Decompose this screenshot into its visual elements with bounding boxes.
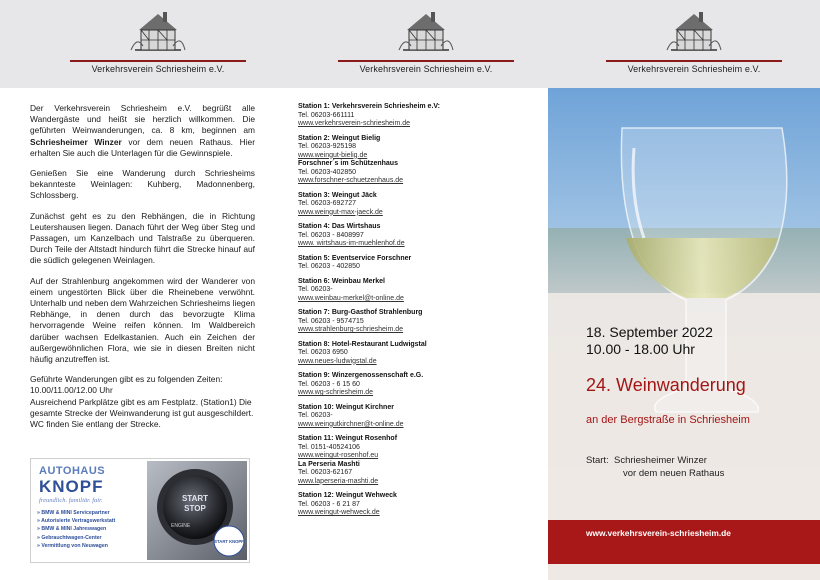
station-phone: Tel. 06203 - 6 21 87 — [298, 500, 360, 508]
button-label-start: START — [181, 494, 209, 503]
station-entry — [298, 135, 498, 161]
intro-paragraph-5: Geführte Wanderungen gibt es zu folgenden Zeiten: 10.00/11.00/12.00 Uhr — [30, 374, 223, 396]
header-logo-block-2 — [338, 6, 514, 82]
station-website-link[interactable]: www.laperseria-mashti.de — [298, 477, 379, 485]
station-phone: Tel. 06203- — [298, 412, 333, 419]
station-phone: Tel. 06203 6950 — [298, 349, 348, 356]
intro-paragraph-3: Zunächst geht es zu den Rebhängen, die in Richtung Leutershausen liegen. Danach führt der Weg über Steg und Passagen, um Kanzelbach und Talstraße zu überqueren. Durch Teile der Altstadt hindurch führt die Strecke hinauf auf die südlich gelegenen Weinlagen. — [30, 210, 255, 266]
station-name: Station 11: Weingut Rosenhof — [298, 435, 398, 442]
station-phone: Tel. 06203- — [298, 286, 333, 293]
start-stop-button-image — [147, 461, 247, 560]
station-entry — [298, 404, 498, 430]
sticker-label: START KNOPF — [214, 539, 244, 544]
station-website-link[interactable]: www. wirtshaus-im-muehlenhof.de — [298, 240, 405, 247]
station-phone: Tel. 06203-62167 — [298, 469, 353, 476]
half-timbered-house-icon — [397, 6, 455, 54]
header-divider — [338, 60, 514, 62]
event-time: 10.00 - 18.00 Uhr — [586, 341, 695, 357]
station-website-link[interactable]: www.wg-schriesheim.de — [298, 389, 374, 396]
event-date: 18. September 2022 — [586, 324, 713, 340]
start-location-line2: vor dem neuen Rathaus — [623, 468, 725, 479]
station-phone: Tel. 06203-402850 — [298, 168, 356, 176]
header-logo-block-3 — [606, 6, 782, 82]
station-website-link[interactable]: www.forschner-schuetzenhaus.de — [298, 177, 404, 184]
event-subtitle: an der Bergstraße in Schriesheim — [586, 414, 750, 426]
station-website-link[interactable]: www.weingutkirchner@t-online.de — [298, 420, 404, 428]
header-divider — [70, 60, 246, 62]
station-phone: Tel. 06203-661111 — [298, 111, 355, 119]
station-phone: Tel. 06203 - 402850 — [298, 263, 360, 270]
half-timbered-house-icon — [129, 6, 187, 54]
station-entry — [298, 103, 498, 129]
intro-text: vor dem neuen Rathaus. Hier erhalten Sie auch die Unterlagen für die Gewinnspiele. — [30, 136, 255, 158]
intro-paragraph-2: Genießen Sie eine Wanderung durch Schriesheims bekannteste Weinlagen: Kuhberg, Madonnenberg, Schlossberg. — [30, 168, 255, 201]
ad-service-item: » Autorisierte Vertragswerkstatt — [37, 517, 115, 525]
station-website-link[interactable]: www.weingut-max-jaeck.de — [298, 208, 383, 216]
start-location-line1: Schriesheimer Winzer — [613, 455, 707, 466]
station-entry — [298, 309, 498, 335]
header-divider — [606, 60, 782, 62]
station-name: Station 3: Weingut Jäck — [298, 191, 377, 199]
station-entry — [298, 192, 498, 218]
intro-paragraph-4: Auf der Strahlenburg angekommen wird der Wanderer von einem ungestörten Blick über die Rheinebene verwöhnt. Unterhalb und neben dem Wahrzeichen Schriesheims liegen Rebhänge, in denen durch das bevorzugte Klima hervorragende Weine reifen können. Im Waldbereich darüber wachsen Edelkastanien. Auch ein Zeichen der außergewöhnlichen Flora, wie sie in diesen Breiten nicht häufig anzutreffen ist. — [30, 275, 256, 365]
org-name: Verkehrsverein Schriesheim e.V. — [359, 64, 493, 74]
station-name: Station 8: Hotel-Restaurant Ludwigstal — [298, 340, 427, 348]
station-phone: Tel. 06203 - 8408997 — [298, 231, 364, 239]
station-phone: Tel. 06203-925198 — [298, 143, 356, 150]
ad-title: AUTOHAUS — [39, 465, 106, 477]
event-start-location — [586, 454, 724, 480]
station-name: Station 9: Winzergenossenschaft e.G. — [298, 372, 424, 379]
event-date-time — [586, 324, 713, 358]
station-name: Forschner´s im Schützenhaus — [298, 160, 398, 167]
intro-bold-text: Schriesheimer Winzer — [30, 136, 122, 147]
intro-text: Der Verkehrsverein Schriesheim e.V. begrüßt alle Wandergäste und heißt sie herzlich willkommen. Die geführten Weinwanderungen, ca. 8 km, beginnen am — [30, 103, 255, 136]
station-website-link[interactable]: www.weingut-rosenhof.eu — [298, 452, 379, 459]
station-entry — [298, 492, 498, 518]
header-logo-block-1 — [70, 6, 246, 82]
station-name: Station 4: Das Wirtshaus — [298, 223, 381, 230]
station-name: Station 1: Verkehrsverein Schriesheim e.V: — [298, 103, 441, 110]
station-website-link[interactable]: www.weingut-bielig.de — [298, 151, 368, 159]
intro-paragraph-1 — [30, 103, 255, 159]
ad-service-list — [37, 509, 115, 550]
station-name: Station 5: Eventservice Forschner — [298, 254, 412, 262]
ad-service-item: » BMW & MINI Jahreswagen — [37, 525, 115, 533]
intro-column — [30, 103, 255, 439]
half-timbered-house-icon — [665, 6, 723, 54]
org-name: Verkehrsverein Schriesheim e.V. — [627, 64, 761, 74]
station-website-link[interactable]: www.strahlenburg-schriesheim.de — [298, 326, 404, 333]
button-label-engine: ENGINE — [171, 523, 191, 529]
station-name: Station 12: Weingut Wehweck — [298, 492, 397, 499]
station-phone: Tel. 06203-692727 — [298, 200, 356, 207]
station-website-link[interactable]: www.verkehrsverein-schriesheim.de — [298, 120, 411, 127]
station-entry — [298, 372, 498, 398]
station-name: Station 6: Weinbau Merkel — [298, 277, 385, 285]
station-website-link[interactable]: www.weinbau-merkel@t-online.de — [298, 294, 404, 302]
station-entry — [298, 255, 498, 272]
station-entry — [298, 278, 498, 304]
station-entry — [298, 461, 498, 487]
sponsor-advertisement — [30, 458, 250, 563]
footer-bar — [548, 520, 820, 564]
event-title: 24. Weinwanderung — [586, 375, 746, 395]
org-name: Verkehrsverein Schriesheim e.V. — [91, 64, 225, 74]
intro-paragraph-6: Ausreichend Parkplätze gibt es am Festplatz. (Station1) Die gesamte Strecke der Weinwanderung ist gut ausgeschildert. WC finden Sie entlang der Strecke. — [30, 396, 254, 430]
station-website-link[interactable]: www.weingut-wehweck.de — [298, 509, 380, 516]
start-label: Start: — [586, 455, 609, 466]
station-name: Station 2: Weingut Bielig — [298, 134, 381, 142]
ad-service-item: » Gebrauchtwagen-Center — [37, 534, 115, 542]
ad-company-name: KNOPF — [39, 477, 104, 496]
station-name: Station 7: Burg-Gasthof Strahlenburg — [298, 309, 423, 316]
ad-text-block — [31, 459, 143, 562]
ad-service-item: » Vermittlung von Neuwagen — [37, 542, 115, 550]
ad-slogan: freundlich. familiär. fair. — [39, 497, 103, 504]
stations-list — [298, 103, 498, 524]
footer-website-link[interactable]: www.verkehrsverein-schriesheim.de — [586, 528, 731, 538]
station-phone: Tel. 0151-40524106 — [298, 443, 360, 451]
station-phone: Tel. 06203 - 6 15 60 — [298, 380, 360, 388]
station-name: Station 10: Weingut Kirchner — [298, 403, 394, 411]
station-entry — [298, 435, 498, 461]
ad-service-item: » BMW & MINI Servicepartner — [37, 509, 115, 517]
station-entry — [298, 341, 498, 367]
station-phone: Tel. 06203 - 9574715 — [298, 317, 364, 325]
station-entry — [298, 160, 498, 186]
button-label-stop: STOP — [184, 504, 206, 513]
station-entry — [298, 223, 498, 249]
station-name: La Perseria Mashti — [298, 460, 360, 468]
station-website-link[interactable]: www.neues-ludwigstal.de — [298, 357, 377, 365]
